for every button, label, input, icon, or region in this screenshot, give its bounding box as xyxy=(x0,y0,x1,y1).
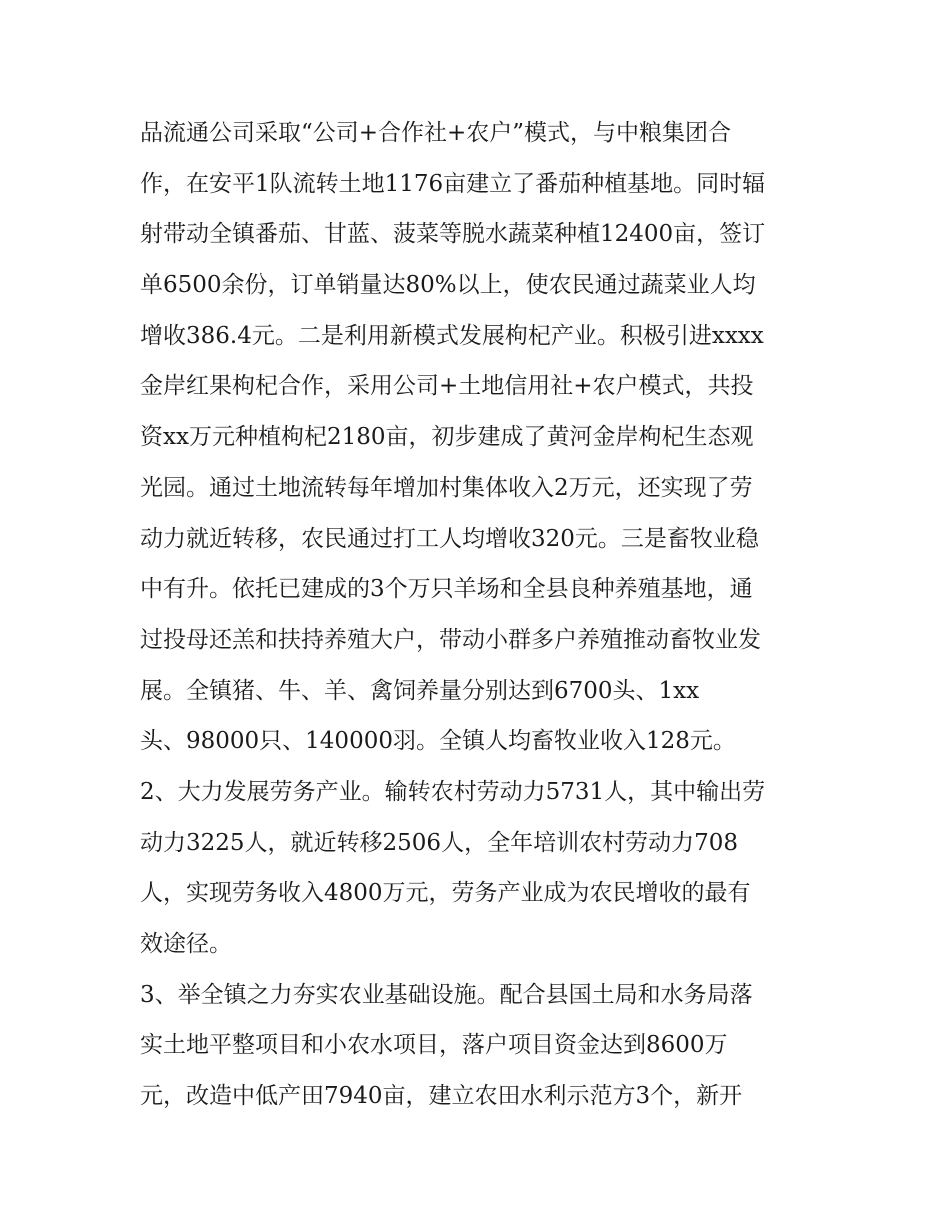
text-line-10: 中有升。依托已建成的3个万只羊场和全县良种养殖基地，通 xyxy=(140,576,753,603)
text-line-20: 元，改造中低产田7940亩，建立农田水利示范方3个，新开 xyxy=(140,1083,743,1110)
text-line-6: 金岸红果枸杞合作，采用公司+土地信用社+农户模式，共投 xyxy=(140,373,754,400)
text-line-15: 动力3225人，就近转移2506人，全年培训农村劳动力708 xyxy=(140,829,738,856)
text-line-13: 头、98000只、140000羽。全镇人均畜牧业收入128元。 xyxy=(140,728,736,755)
text-line-8: 光园。通过土地流转每年增加村集体收入2万元，还实现了劳 xyxy=(140,474,753,501)
text-line-11: 过投母还羔和扶持养殖大户，带动小群多户养殖推动畜牧业发 xyxy=(140,626,761,653)
text-line-2: 作，在安平1队流转土地1176亩建立了番茄种植基地。同时辐 xyxy=(140,170,766,197)
text-line-17: 效途径。 xyxy=(140,931,232,957)
text-line-3: 射带动全镇番茄、甘蓝、菠菜等脱水蔬菜种植12400亩，签订 xyxy=(140,221,766,248)
text-line-14: 2、大力发展劳务产业。输转农村劳动力5731人，其中输出劳 xyxy=(140,778,766,805)
text-line-18: 3、举全镇之力夯实农业基础设施。配合县国土局和水务局落 xyxy=(140,981,753,1008)
text-line-7: 资xx万元种植枸杞2180亩，初步建成了黄河金岸枸杞生态观 xyxy=(140,424,754,451)
text-line-4: 单6500余份，订单销量达80%以上，使农民通过蔬菜业人均 xyxy=(140,272,756,299)
text-line-1: 品流通公司采取“公司+合作社+农户”模式，与中粮集团合 xyxy=(140,120,732,146)
text-line-19: 实土地平整项目和小农水项目，落户项目资金达到8600万 xyxy=(140,1032,728,1059)
text-line-9: 动力就近转移，农民通过打工人均增收320元。三是畜牧业稳 xyxy=(140,525,759,552)
body-text xyxy=(140,108,820,1122)
text-line-16: 人，实现劳务收入4800万元，劳务产业成为农民增收的最有 xyxy=(140,880,751,907)
text-line-12: 展。全镇猪、牛、羊、禽饲养量分别达到6700头、1xx xyxy=(140,677,700,704)
text-line-5: 增收386.4元。二是利用新模式发展枸杞产业。积极引进xxxx xyxy=(140,322,764,349)
